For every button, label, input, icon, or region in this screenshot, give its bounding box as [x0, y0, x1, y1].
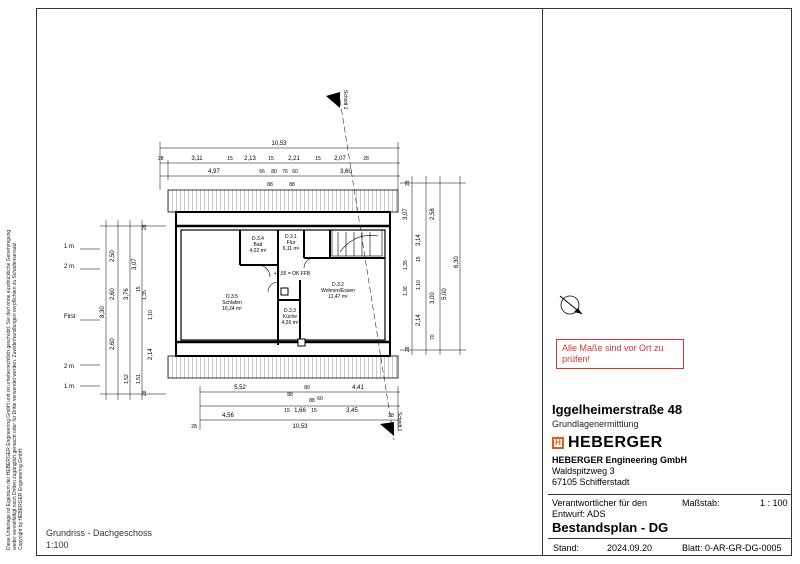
- roof-level-label: 2 m: [64, 264, 75, 270]
- plan-label-name: Grundriss - Dachgeschoss: [46, 528, 153, 538]
- dim-value: 2,14: [148, 348, 154, 360]
- top-dimension-lines: [160, 142, 400, 190]
- left-dimension-lines: [100, 220, 166, 400]
- section-arrow-top: [326, 92, 340, 108]
- roof-level-lines: [80, 249, 100, 386]
- company-address: [552, 455, 687, 488]
- dim-value: 66: [259, 169, 265, 175]
- copyright-line: weder vervielfältigt noch Dritten zugänglich gemacht oder für Dritte verwendet werden. Zuwiderhandlungen verpflichten zu Schadensersatz.: [12, 241, 18, 550]
- dim-value: 2,58: [430, 208, 436, 220]
- dim-value: 88: [287, 392, 293, 398]
- scale-value: 1 : 100: [760, 498, 788, 508]
- roof-level-label: 2 m: [64, 364, 75, 370]
- dim-value: 1,51: [136, 374, 142, 384]
- dim-value: 3,07: [132, 258, 138, 270]
- dim-top-row3: [208, 169, 352, 188]
- dim-bottom-edge: 28: [191, 424, 197, 430]
- dim-value: 5,00: [442, 288, 448, 300]
- dim-value: 8,30: [100, 306, 106, 318]
- roof-level-label: First: [64, 314, 76, 320]
- room-name: Wohnen/Essen: [321, 288, 355, 294]
- copyright-line: Diese Unterlage ist Eigentum der HEBERGER Engineering GmbH und ist urheberrechtlich geschützt. Sie darf ohne ausdrückliche Genehmigung: [6, 229, 12, 550]
- column: [298, 339, 305, 346]
- plan-title: Bestandsplan - DG: [552, 520, 669, 535]
- dim-value: 4,97: [208, 169, 220, 175]
- date-value: 2024.09.20: [607, 543, 653, 553]
- dim-value: 76: [282, 169, 288, 175]
- dim-value: 15: [416, 256, 422, 262]
- dim-value: 88: [289, 182, 295, 188]
- date-label: Stand:: [553, 543, 580, 553]
- dim-value: 28: [388, 413, 394, 419]
- dim-value: 1,36: [403, 286, 409, 296]
- copyright-line: Copyright by HEBERGER Engineering GmbH: [18, 448, 24, 550]
- section-label-bottom: Schnitt 1: [396, 412, 402, 432]
- dim-value: 15: [284, 408, 290, 414]
- project-title: Iggelheimerstraße 48: [552, 402, 683, 417]
- room-id: D.3.3: [284, 308, 296, 314]
- dim-bottom-overall: 10,53: [292, 424, 308, 430]
- dim-value: 60: [292, 169, 298, 175]
- room-area: 4,26 m²: [281, 320, 299, 326]
- section-label-top: Schnitt 1: [342, 90, 348, 110]
- dim-value: 15: [268, 156, 274, 162]
- north-arrow-icon: [560, 296, 582, 314]
- dim-top-row2: [158, 156, 369, 162]
- title-block-rule: [548, 538, 792, 539]
- dim-value: 3,60: [340, 169, 352, 175]
- logo-text: HEBERGER: [568, 434, 663, 451]
- room-id: D.3.2: [332, 282, 344, 288]
- dim-value: 28: [142, 224, 148, 230]
- dim-value: 2,60: [110, 288, 116, 300]
- dim-bottom-row2: [222, 396, 394, 419]
- dim-value: 4,41: [352, 385, 364, 391]
- section-arrow-bottom: [380, 422, 394, 436]
- room-area: 16,24 m²: [222, 306, 242, 312]
- dim-value: 28: [158, 156, 164, 162]
- dim-value: 3,76: [124, 288, 130, 300]
- dim-bottom-row1: [234, 385, 364, 404]
- dim-value: 3,11: [191, 156, 203, 162]
- logo-mark-icon: H: [552, 437, 564, 449]
- dim-value: 15: [311, 408, 317, 414]
- dim-value: 1,35: [403, 260, 409, 270]
- company-street: Waldspitzweg 3: [552, 466, 615, 476]
- dim-value: 1,35: [142, 290, 148, 300]
- dim-value: 3,07: [403, 208, 409, 220]
- roof-level-label: 1 m: [64, 384, 75, 390]
- room-area: 4,02 m²: [249, 248, 267, 254]
- dim-value: 15: [136, 286, 142, 292]
- roof-level-label: 1 m: [64, 244, 75, 250]
- room-id: D.3.1: [285, 234, 297, 240]
- dim-right: [403, 180, 460, 352]
- dim-value: 1,10: [416, 280, 422, 290]
- dim-value: 80: [271, 169, 277, 175]
- room-name: Flur: [286, 240, 296, 246]
- dim-value: 15: [227, 156, 233, 162]
- room-name: Bad: [253, 242, 263, 248]
- dim-left: [100, 224, 154, 396]
- room-name: Schlafen: [222, 300, 242, 306]
- dim-value: 1,66: [294, 408, 306, 414]
- roof-hatch-bottom: [168, 356, 398, 378]
- room-id: D.3.5: [226, 294, 238, 300]
- dim-value: 4,56: [222, 413, 234, 419]
- dim-value: 1,52: [124, 374, 130, 384]
- responsible-label: Verantwortlicher für den Entwurf: ADS: [552, 498, 648, 519]
- dim-value: 88: [309, 398, 315, 404]
- measure-notice: Alle Maße sind vor Ort zu prüfen!: [556, 339, 684, 369]
- roof-hatch-top: [168, 190, 398, 212]
- dim-value: 28: [363, 156, 369, 162]
- plan-label-scale: 1:100: [46, 540, 69, 550]
- outer-wall: [176, 212, 390, 356]
- dim-value: 2,07: [334, 156, 346, 162]
- dim-value: 1,10: [148, 310, 154, 320]
- company-city: 67105 Schifferstadt: [552, 477, 630, 487]
- dim-value: 60: [317, 396, 323, 402]
- dim-value: 88: [267, 182, 273, 188]
- dim-value: 2,50: [110, 250, 116, 262]
- room-area: 6,11 m²: [282, 246, 300, 252]
- title-block-rule: [548, 494, 792, 495]
- dim-value: 2,13: [244, 156, 256, 162]
- company-name: HEBERGER Engineering GmbH: [552, 455, 688, 465]
- dim-top-overall: 10,53: [271, 141, 287, 147]
- level-mark: +7,55 = OK FFB: [273, 271, 311, 277]
- dim-value: 28: [142, 390, 148, 396]
- dim-value: 80: [304, 385, 310, 391]
- dim-value: 15: [315, 156, 321, 162]
- dim-value: 2,60: [110, 338, 116, 350]
- project-subject: Grundlagenermittlung: [552, 419, 639, 429]
- plan-label: [46, 527, 152, 551]
- room-id: D.3.4: [252, 236, 264, 242]
- dim-value: 3,00: [430, 292, 436, 304]
- dim-value: 70: [430, 334, 436, 340]
- scale-label: Maßstab:: [682, 498, 720, 508]
- dim-value: 2,14: [416, 314, 422, 326]
- column: [281, 288, 288, 295]
- room-name: Küche: [282, 314, 298, 320]
- dim-value: 2,21: [288, 156, 300, 162]
- dim-value: 28: [405, 180, 411, 186]
- dim-value: 5,52: [234, 385, 246, 391]
- dim-value: 6,30: [454, 256, 460, 268]
- dim-value: 3,14: [416, 234, 422, 246]
- dim-value: 3,45: [346, 408, 358, 414]
- dim-value: 28: [405, 346, 411, 352]
- sheet-number: Blatt: 0-AR-GR-DG-0005: [682, 543, 782, 553]
- company-logo: [552, 434, 663, 452]
- room-area: 11,47 m²: [328, 294, 348, 300]
